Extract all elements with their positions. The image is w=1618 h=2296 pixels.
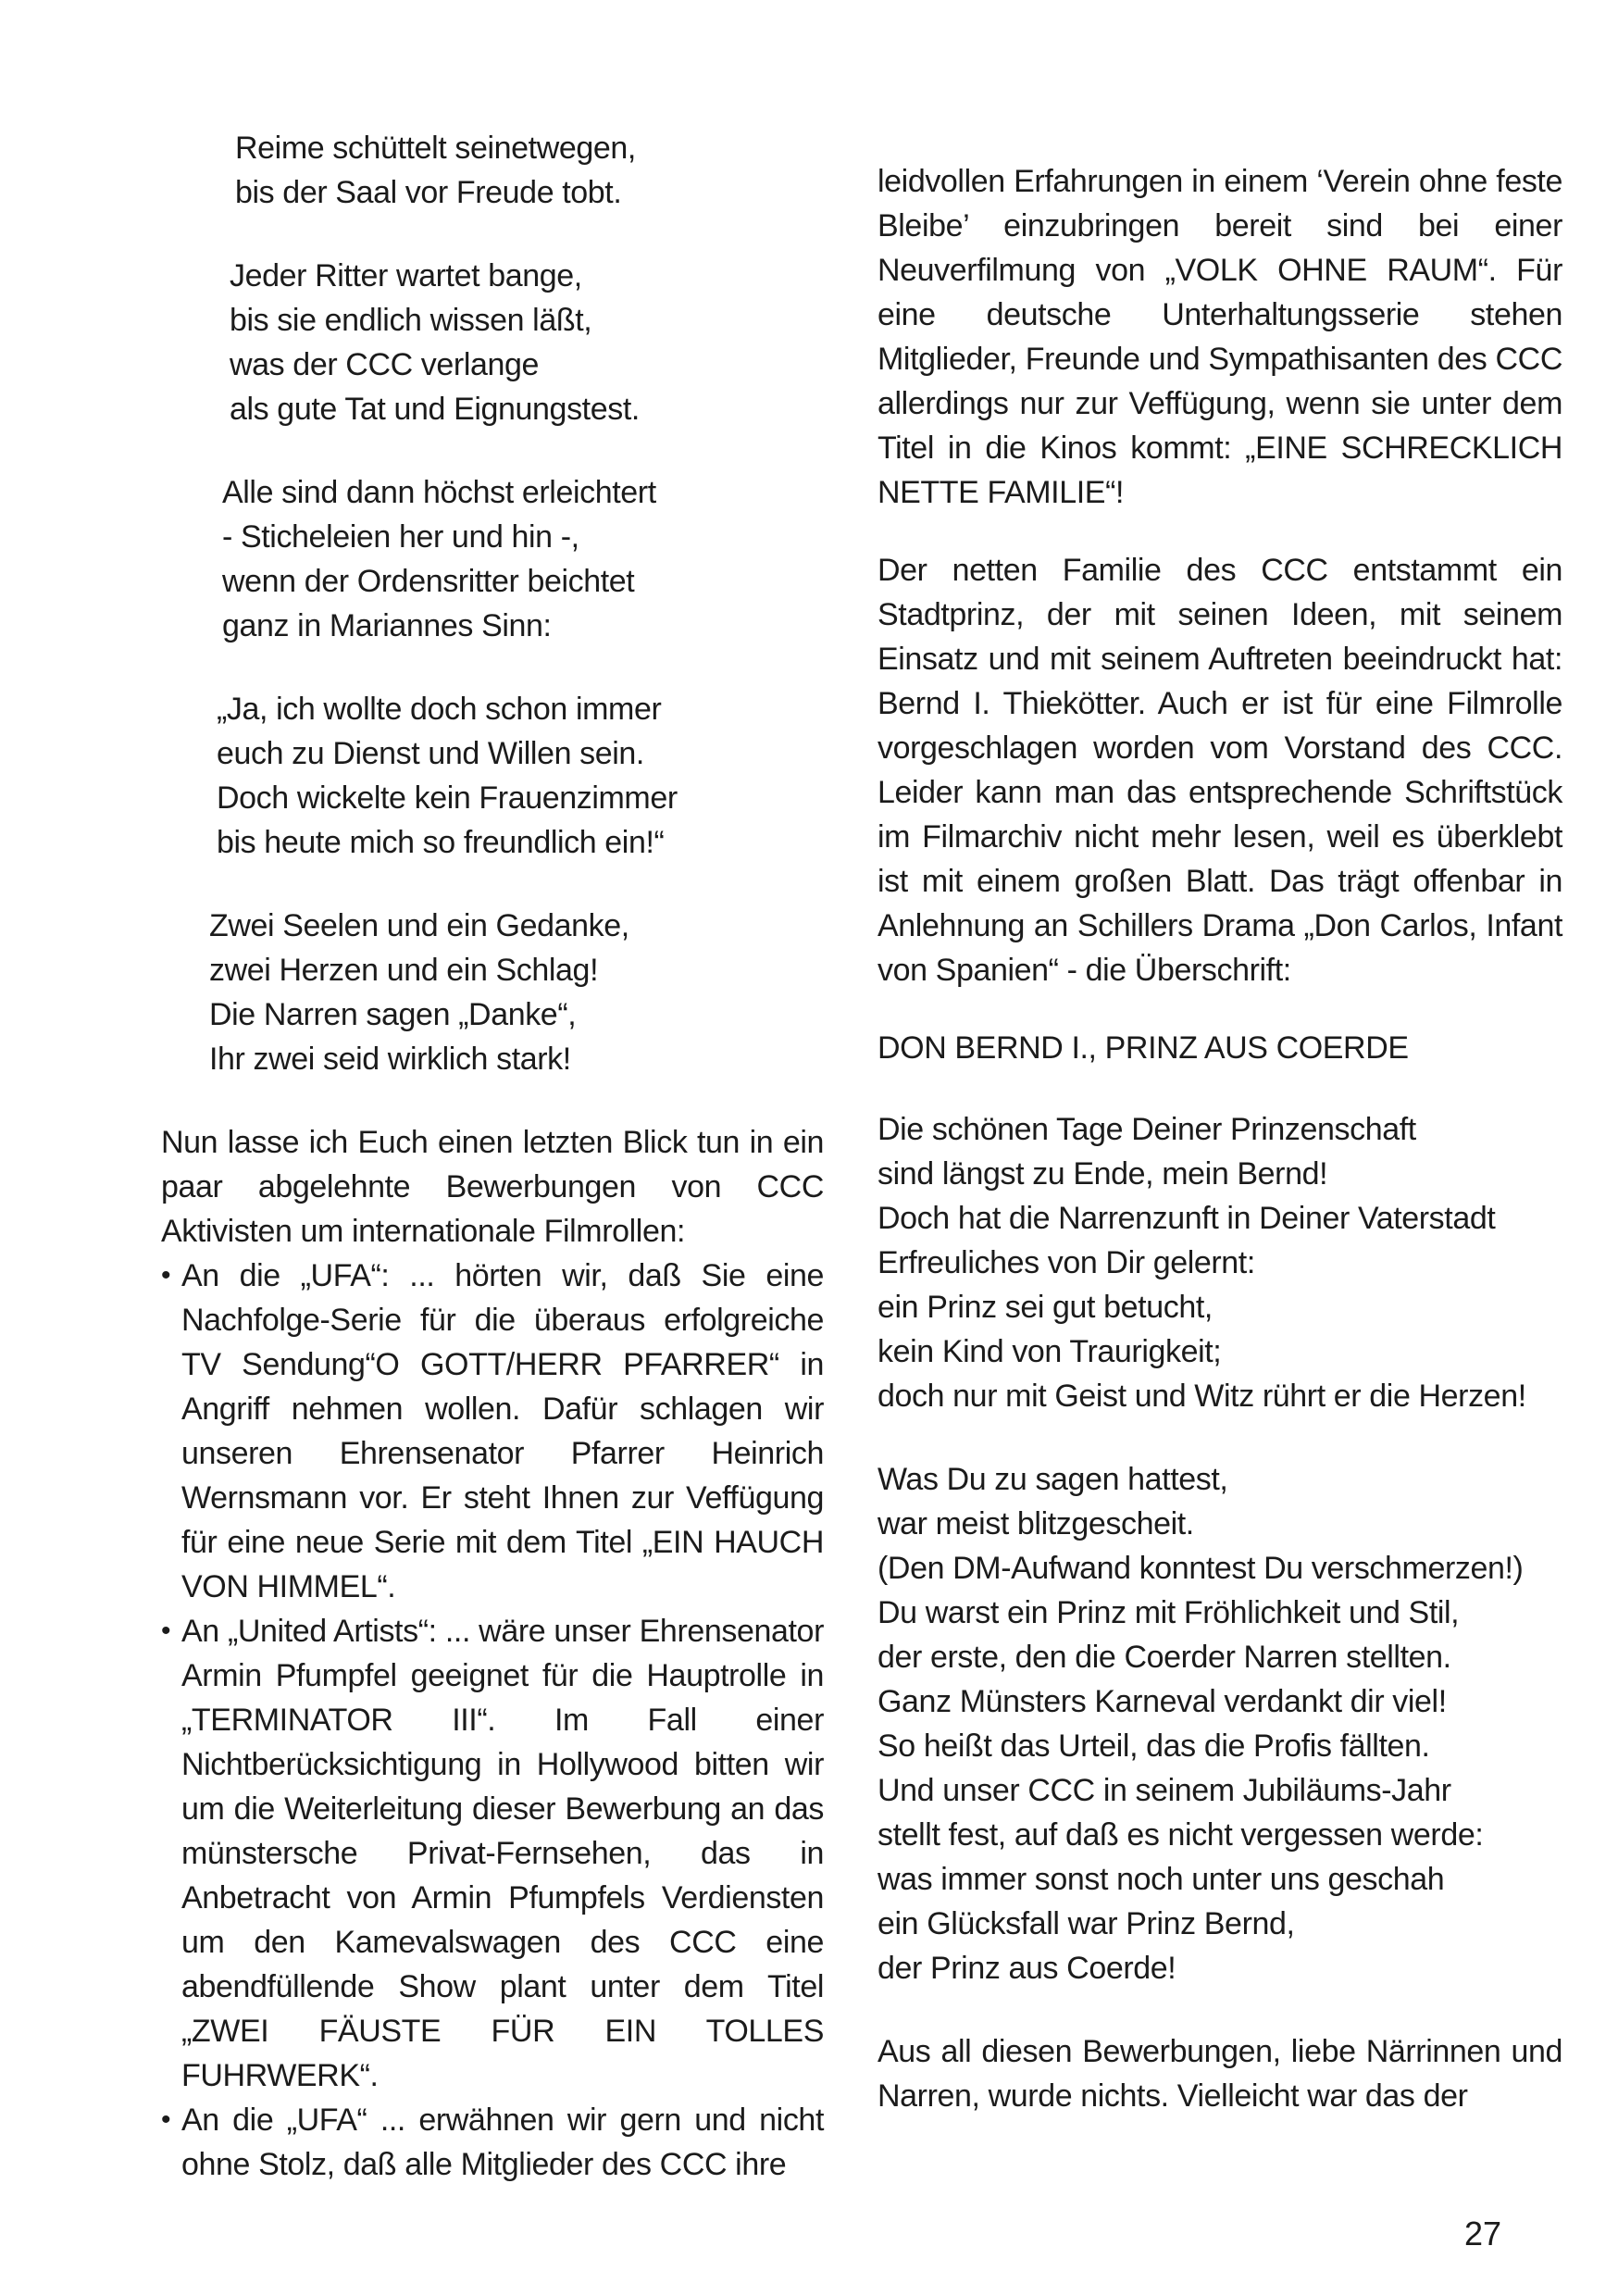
poem-line: Zwei Seelen und ein Gedanke, (209, 908, 629, 943)
poem-title: DON BERND I., PRINZ AUS COERDE (877, 1030, 1409, 1066)
poem-line: Die Narren sagen „Danke“, (209, 997, 577, 1032)
body-paragraph: leidvollen Erfahrungen in einem ‘Verein ohne feste Bleibe’ einzubringen bereit sind bei einer Neuverfilmung von „VOLK OHNE RAUM“. Für eine deutsche Unterhaltungsserie stehen Mitglieder, Freunde und Sympathisanten des CCC allerdings nur zur Veffügung, wenn sie unter dem Titel in die Kinos kommt: „EINE SCHRECKLICH NETTE FAMILIE“! (877, 164, 1562, 510)
poem-line: Die schönen Tage Deiner Prinzenschaft (877, 1112, 1416, 1147)
poem-line: Doch hat die Narrenzunft in Deiner Vaterstadt (877, 1201, 1496, 1236)
right-column (877, 159, 1562, 2152)
poem-line: So heißt das Urteil, das die Profis fällten. (877, 1728, 1430, 1764)
poem-line: bis der Saal vor Freude tobt. (235, 175, 622, 210)
poem-line: Erfreuliches von Dir gelernt: (877, 1245, 1255, 1280)
poem-line: „Ja, ich wollte doch schon immer (217, 692, 662, 727)
poem-line: ganz in Mariannes Sinn: (222, 608, 552, 643)
poem-line: doch nur mit Geist und Witz rührt er die Herzen! (877, 1379, 1526, 1414)
poem-stanza (209, 904, 824, 1081)
poem-line: was der CCC verlange (230, 347, 540, 382)
poem-stanza (222, 470, 824, 648)
list-item-text: An die „UFA“ ... erwähnen wir gern und nicht ohne Stolz, daß alle Mitglieder des CCC ihre (181, 2103, 824, 2182)
closing-paragraph: Aus all diesen Bewerbungen, liebe Närrinnen und Narren, wurde nichts. Vielleicht war das der (877, 2034, 1562, 2114)
poem-line: kein Kind von Traurigkeit; (877, 1334, 1222, 1369)
poem-line: Alle sind dann höchst erleichtert (222, 475, 656, 510)
bullet-list (161, 1254, 824, 2187)
poem-line: Du warst ein Prinz mit Fröhlichkeit und Stil, (877, 1595, 1460, 1630)
poem-line: Ganz Münsters Karneval verdankt dir viel! (877, 1684, 1447, 1719)
bullet-icon: • (161, 1616, 171, 1646)
poem-stanza (877, 1107, 1562, 1418)
poem-line: zwei Herzen und ein Schlag! (209, 953, 599, 988)
bullet-icon: • (161, 2104, 171, 2135)
list-item-text: An „United Artists“: ... wäre unser Ehrensenator Armin Pfumpfel geeignet für die Hauptrolle in „TERMINATOR III“. Im Fall einer Nichtberücksichtigung in Hollywood bitten wir um die Weiterleitung dieser Bewerbung an das münstersche Privat-Fernsehen, das in Anbetracht von Armin Pfumpfels Verdiensten um den Kamevalswagen des CCC eine abendfüllende Show plant unter dem Titel „ZWEI FÄUSTE FÜR EIN TOLLES FUHRWERK“. (181, 1614, 824, 2093)
poem-line: bis heute mich so freundlich ein!“ (217, 825, 665, 860)
bullet-icon: • (161, 1260, 171, 1291)
poem-line: bis sie endlich wissen läßt, (230, 303, 592, 338)
poem-line: Jeder Ritter wartet bange, (230, 258, 582, 293)
poem-line: Reime schüttelt seinetwegen, (235, 131, 636, 166)
poem-line: sind längst zu Ende, mein Bernd! (877, 1156, 1328, 1192)
intro-paragraph: Nun lasse ich Euch einen letzten Blick tun in ein paar abgelehnte Bewerbungen von CCC Aktivisten um internationale Filmrollen: (161, 1125, 824, 1249)
poem-line: der Prinz aus Coerde! (877, 1951, 1176, 1986)
poem-line: Was Du zu sagen hattest, (877, 1462, 1228, 1497)
poem-line: Doch wickelte kein Frauenzimmer (217, 780, 678, 816)
page-number: 27 (1464, 2215, 1502, 2252)
poem-line: euch zu Dienst und Willen sein. (217, 736, 644, 771)
poem-line: als gute Tat und Eignungstest. (230, 392, 640, 427)
poem-stanza (217, 687, 824, 865)
list-item (161, 1609, 824, 2098)
list-item-text: An die „UFA“: ... hörten wir, daß Sie eine Nachfolge-Serie für die überaus erfolgreiche TV Sendung“O GOTT/HERR PFARRER“ in Angriff nehmen wollen. Dafür schlagen wir unseren Ehrensenator Pfarrer Heinrich Wernsmann vor. Er steht Ihnen zur Veffügung für eine neue Serie mit dem Titel „EIN HAUCH VON HIMMEL“. (181, 1258, 824, 1604)
poem-line: Und unser CCC in seinem Jubiläums-Jahr (877, 1773, 1451, 1808)
poem-line: was immer sonst noch unter uns geschah (877, 1862, 1445, 1897)
poem-line: ein Glücksfall war Prinz Bernd, (877, 1906, 1295, 1941)
body-paragraph: Der netten Familie des CCC entstammt ein Stadtprinz, der mit seinen Ideen, mit seinem Einsatz und mit seinem Auftreten beeindruckt hat: Bernd I. Thiekötter. Auch er ist für eine Filmrolle vorgeschlagen worden vom Vorstand des CCC. Leider kann man das entsprechende Schriftstück im Filmarchiv nicht mehr lesen, weil es überklebt ist mit einem großen Blatt. Das trägt offenbar in Anlehnung an Schillers Drama „Don Carlos, Infant von Spanien“ - die Überschrift: (877, 553, 1562, 988)
poem-stanza (877, 1457, 1562, 1990)
poem-line: Ihr zwei seid wirklich stark! (209, 1042, 571, 1077)
poem-line: - Sticheleien her und hin -, (222, 519, 579, 555)
poem-line: ein Prinz sei gut betucht, (877, 1290, 1213, 1325)
list-item (161, 2098, 824, 2187)
left-column (161, 126, 824, 2187)
poem-stanza (230, 254, 824, 431)
poem-line: (Den DM-Aufwand konntest Du verschmerzen!) (877, 1551, 1524, 1586)
poem-line: wenn der Ordensritter beichtet (222, 564, 635, 599)
poem-line: der erste, den die Coerder Narren stellten. (877, 1640, 1451, 1675)
poem-line: war meist blitzgescheit. (877, 1506, 1194, 1541)
poem-line: stellt fest, auf daß es nicht vergessen werde: (877, 1817, 1484, 1853)
poem-stanza (235, 126, 824, 215)
list-item (161, 1254, 824, 1609)
